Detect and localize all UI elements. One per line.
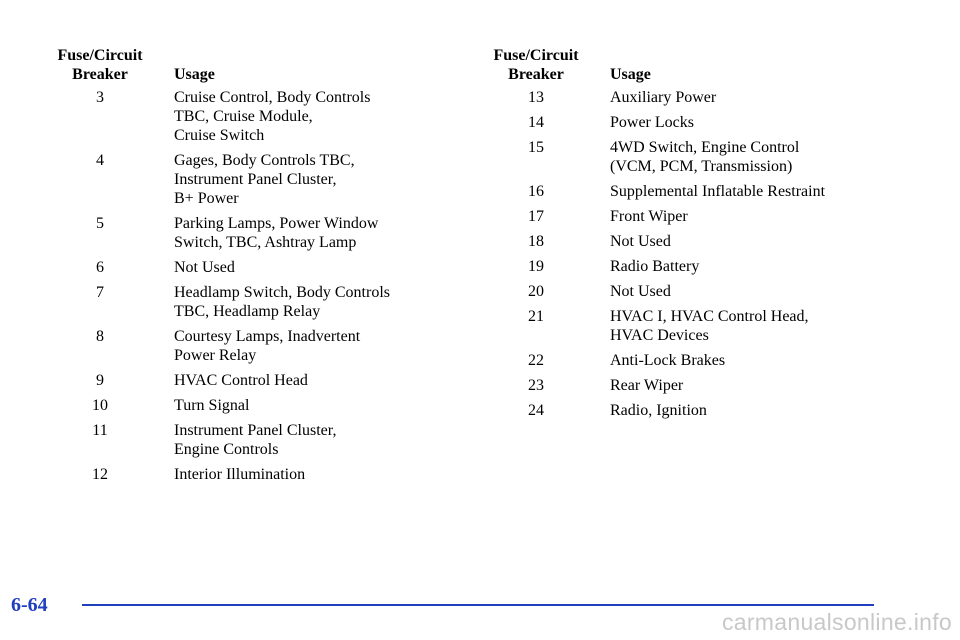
footer-divider xyxy=(82,604,874,606)
fuse-usage xyxy=(596,401,936,420)
usage-line: Auxiliary Power xyxy=(610,89,717,106)
fuse-rows xyxy=(476,88,936,420)
fuse-usage xyxy=(596,376,936,395)
fuse-table-right xyxy=(476,46,936,426)
usage-line: Radio Battery xyxy=(610,258,700,275)
fuse-header-line2: Breaker xyxy=(72,66,128,83)
fuse-number: 8 xyxy=(96,328,104,345)
usage-line: Not Used xyxy=(610,283,671,300)
fuse-usage xyxy=(160,214,460,252)
fuse-number: 15 xyxy=(528,139,544,156)
fuse-number: 18 xyxy=(528,233,544,250)
fuse-number: 5 xyxy=(96,215,104,232)
table-row xyxy=(476,182,936,201)
usage-line: Power Relay xyxy=(174,347,257,364)
fuse-usage xyxy=(596,232,936,251)
fuse-usage xyxy=(596,351,936,370)
fuse-number: 12 xyxy=(92,466,108,483)
table-row xyxy=(476,138,936,176)
fuse-usage xyxy=(160,88,460,145)
fuse-number: 3 xyxy=(96,89,104,106)
fuse-usage xyxy=(596,138,936,176)
fuse-number: 4 xyxy=(96,152,104,169)
table-row xyxy=(476,401,936,420)
usage-line: Power Locks xyxy=(610,114,694,131)
fuse-header-line1: Fuse/Circuit xyxy=(57,47,143,64)
table-row xyxy=(476,113,936,132)
usage-line: TBC, Headlamp Relay xyxy=(174,303,321,320)
fuse-usage xyxy=(160,421,460,459)
usage-line: Courtesy Lamps, Inadvertent xyxy=(174,328,361,345)
table-row xyxy=(476,257,936,276)
table-header xyxy=(476,46,936,84)
usage-line: Radio, Ignition xyxy=(610,402,707,419)
usage-column-header: Usage xyxy=(610,66,651,83)
fuse-rows xyxy=(40,88,460,484)
fuse-number: 23 xyxy=(528,377,544,394)
fuse-number: 20 xyxy=(528,283,544,300)
fuse-number: 9 xyxy=(96,372,104,389)
usage-line: HVAC Devices xyxy=(610,327,709,344)
table-header xyxy=(40,46,460,84)
usage-line: TBC, Cruise Module, xyxy=(174,108,313,125)
fuse-number: 10 xyxy=(92,397,108,414)
usage-line: HVAC I, HVAC Control Head, xyxy=(610,308,809,325)
fuse-usage xyxy=(160,258,460,277)
table-row xyxy=(476,282,936,301)
fuse-usage xyxy=(160,396,460,415)
usage-line: Instrument Panel Cluster, xyxy=(174,422,337,439)
table-row xyxy=(476,351,936,370)
table-row xyxy=(476,232,936,251)
usage-line: Not Used xyxy=(174,259,235,276)
usage-line: (VCM, PCM, Transmission) xyxy=(610,158,793,175)
table-row xyxy=(40,214,460,252)
fuse-usage xyxy=(596,113,936,132)
fuse-usage xyxy=(160,371,460,390)
fuse-usage xyxy=(160,151,460,208)
usage-line: Rear Wiper xyxy=(610,377,684,394)
usage-line: Engine Controls xyxy=(174,441,279,458)
page-number: 6-64 xyxy=(11,594,48,616)
usage-line: B+ Power xyxy=(174,190,239,207)
fuse-usage xyxy=(596,307,936,345)
usage-line: Front Wiper xyxy=(610,208,688,225)
usage-line: Cruise Switch xyxy=(174,127,265,144)
fuse-usage xyxy=(160,283,460,321)
usage-line: Instrument Panel Cluster, xyxy=(174,171,337,188)
usage-column-header: Usage xyxy=(174,66,215,83)
table-row xyxy=(476,88,936,107)
table-row xyxy=(476,307,936,345)
table-row xyxy=(40,88,460,145)
fuse-number: 6 xyxy=(96,259,104,276)
usage-line: Anti-Lock Brakes xyxy=(610,352,726,369)
usage-line: HVAC Control Head xyxy=(174,372,308,389)
fuse-column-header xyxy=(40,46,160,84)
fuse-header-line2: Breaker xyxy=(508,66,564,83)
table-row xyxy=(476,376,936,395)
watermark: carmanualsonline.info xyxy=(721,609,952,635)
table-row xyxy=(40,396,460,415)
fuse-table-left xyxy=(40,46,460,490)
fuse-number: 13 xyxy=(528,89,544,106)
fuse-number: 21 xyxy=(528,308,544,325)
usage-line: 4WD Switch, Engine Control xyxy=(610,139,800,156)
usage-line: Gages, Body Controls TBC, xyxy=(174,152,355,169)
fuse-number: 17 xyxy=(528,208,544,225)
fuse-number: 11 xyxy=(92,422,108,439)
usage-line: Turn Signal xyxy=(174,397,250,414)
fuse-column-header xyxy=(476,46,596,84)
table-row xyxy=(40,151,460,208)
fuse-usage xyxy=(160,465,460,484)
table-row xyxy=(476,207,936,226)
usage-line: Parking Lamps, Power Window xyxy=(174,215,379,232)
usage-line: Headlamp Switch, Body Controls xyxy=(174,284,390,301)
table-row xyxy=(40,371,460,390)
fuse-usage xyxy=(596,182,936,201)
fuse-number: 14 xyxy=(528,114,544,131)
table-row xyxy=(40,421,460,459)
usage-line: Not Used xyxy=(610,233,671,250)
fuse-usage xyxy=(596,88,936,107)
table-row xyxy=(40,258,460,277)
usage-line: Supplemental Inflatable Restraint xyxy=(610,183,826,200)
usage-line: Switch, TBC, Ashtray Lamp xyxy=(174,234,357,251)
fuse-usage xyxy=(160,327,460,365)
usage-line: Cruise Control, Body Controls xyxy=(174,89,371,106)
fuse-number: 22 xyxy=(528,352,544,369)
fuse-usage xyxy=(596,282,936,301)
fuse-number: 24 xyxy=(528,402,544,419)
table-row xyxy=(40,465,460,484)
fuse-usage xyxy=(596,207,936,226)
fuse-usage xyxy=(596,257,936,276)
table-row xyxy=(40,327,460,365)
fuse-number: 7 xyxy=(96,284,104,301)
fuse-header-line1: Fuse/Circuit xyxy=(493,47,579,64)
table-row xyxy=(40,283,460,321)
usage-line: Interior Illumination xyxy=(174,466,306,483)
fuse-number: 19 xyxy=(528,258,544,275)
fuse-number: 16 xyxy=(528,183,544,200)
